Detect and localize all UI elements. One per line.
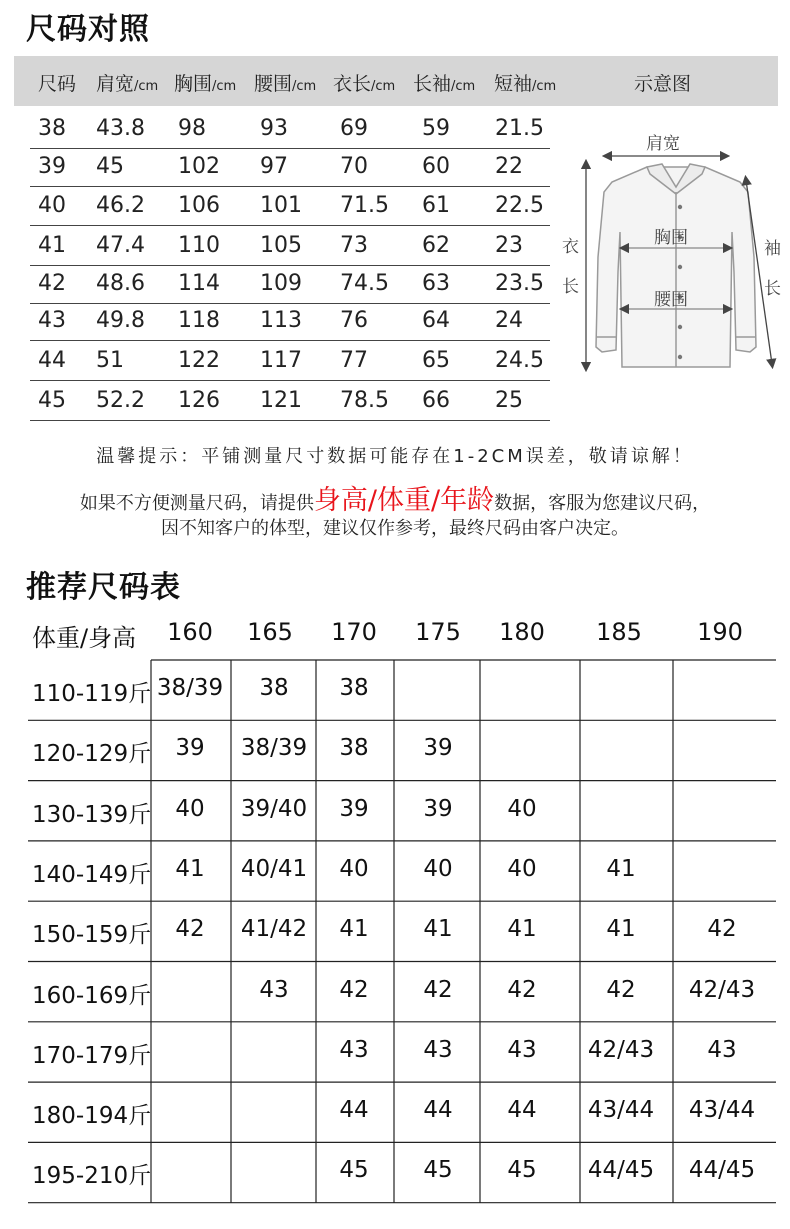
recommend-cell: 43/44 — [587, 1097, 655, 1124]
recommend-cell: 45 — [339, 1157, 369, 1184]
recommend-cell: 39 — [175, 735, 205, 762]
size-cell: 41 — [38, 233, 66, 258]
recommend-cell: 42 — [339, 976, 369, 1003]
size-cell: 121 — [260, 388, 302, 413]
measure-tip: 温馨提示：平铺测量尺寸数据可能存在1-2CM误差，敬请谅解！ — [96, 446, 694, 467]
recommend-cell: 42 — [707, 916, 737, 943]
height-header: 175 — [415, 618, 461, 646]
recommend-cell: 40 — [339, 855, 369, 882]
recommend-header-row — [0, 618, 790, 658]
recommend-cell: 44/45 — [688, 1157, 756, 1184]
size-cell: 60 — [422, 154, 450, 179]
shoulder-label: 肩宽 — [646, 134, 680, 154]
size-cell: 24.5 — [495, 348, 544, 373]
size-row — [30, 227, 550, 266]
recommend-cell: 38 — [339, 675, 369, 701]
size-cell: 66 — [422, 388, 450, 413]
size-cell: 45 — [38, 388, 66, 413]
size-row — [30, 187, 550, 226]
weight-label: 140-149斤 — [32, 861, 152, 888]
recommend-cell: 42 — [175, 916, 205, 943]
recommend-cell: 41 — [606, 916, 636, 943]
size-cell: 23 — [495, 233, 523, 258]
size-cell: 78.5 — [340, 388, 389, 413]
size-cell: 25 — [495, 388, 523, 413]
size-cell: 40 — [38, 193, 66, 218]
size-cell: 70 — [340, 154, 368, 179]
recommend-cell: 44 — [339, 1097, 369, 1124]
height-header: 170 — [331, 618, 377, 646]
recommend-cell: 43 — [423, 1036, 453, 1063]
size-cell: 62 — [422, 233, 450, 258]
size-cell: 59 — [422, 116, 450, 141]
recommend-cell: 43 — [339, 1036, 369, 1063]
disclaimer-line: 因不知客户的体型，建议仅作参考，最终尺码由客户决定。 — [161, 518, 629, 539]
weight-label: 170-179斤 — [32, 1042, 152, 1069]
recommend-cell: 41 — [507, 916, 537, 943]
recommend-cell: 42 — [606, 976, 636, 1003]
recommend-cell: 40 — [423, 855, 453, 882]
size-cell: 22 — [495, 154, 523, 179]
recommend-cell: 41 — [175, 855, 205, 882]
size-cell: 47.4 — [96, 233, 145, 258]
recommend-cell: 39 — [423, 735, 453, 762]
recommend-cell: 40/41 — [240, 855, 308, 882]
shirt-outline-icon — [596, 164, 756, 367]
size-table-header — [14, 56, 778, 106]
size-cell: 106 — [178, 193, 220, 218]
size-cell: 102 — [178, 154, 220, 179]
size-cell: 114 — [178, 271, 220, 296]
size-cell: 43 — [38, 308, 66, 333]
size-cell: 43.8 — [96, 116, 145, 141]
recommend-cell: 38/39 — [240, 735, 308, 762]
recommend-cell: 38/39 — [156, 675, 224, 701]
header-shoulder: 肩宽/cm — [96, 73, 159, 95]
corner-label: 体重/身高 — [32, 624, 137, 652]
chest-label: 胸围 — [654, 228, 688, 248]
size-cell: 46.2 — [96, 193, 145, 218]
size-cell: 63 — [422, 271, 450, 296]
size-advice-line: 如果不方便测量尺码，请提供身高/体重/年龄数据，客服为您建议尺码， — [79, 485, 711, 516]
size-cell: 98 — [178, 116, 206, 141]
size-cell: 110 — [178, 233, 220, 258]
size-cell: 48.6 — [96, 271, 145, 296]
recommend-cell: 41 — [339, 916, 369, 943]
size-cell: 22.5 — [495, 193, 544, 218]
recommend-cell: 43 — [259, 976, 289, 1003]
sleeve-label-2: 长 — [764, 279, 781, 299]
size-cell: 64 — [422, 308, 450, 333]
size-cell: 45 — [96, 154, 124, 179]
size-cell: 117 — [260, 348, 302, 373]
size-cell: 122 — [178, 348, 220, 373]
size-cell: 97 — [260, 154, 288, 179]
size-row — [30, 265, 550, 304]
size-cell: 24 — [495, 308, 523, 333]
size-cell: 71.5 — [340, 193, 389, 218]
size-row — [30, 382, 550, 421]
recommend-cell: 39 — [339, 795, 369, 822]
recommend-cell: 45 — [507, 1157, 537, 1184]
height-header: 160 — [167, 618, 213, 646]
recommend-cell: 42 — [507, 976, 537, 1003]
size-cell: 49.8 — [96, 308, 145, 333]
recommend-cell: 41 — [423, 916, 453, 943]
size-cell: 93 — [260, 116, 288, 141]
recommend-cell: 44 — [507, 1097, 537, 1124]
size-cell: 101 — [260, 193, 302, 218]
length-label-1: 衣 — [562, 237, 579, 257]
header-waist: 腰围/cm — [254, 73, 317, 95]
header-chest: 胸围/cm — [174, 73, 237, 95]
waist-label: 腰围 — [654, 290, 688, 310]
height-header: 190 — [697, 618, 743, 646]
recommend-cell: 39 — [423, 795, 453, 822]
size-cell: 73 — [340, 233, 368, 258]
size-cell: 44 — [38, 348, 66, 373]
weight-label: 120-129斤 — [32, 741, 152, 768]
size-cell: 23.5 — [495, 271, 544, 296]
recommend-cell: 38 — [339, 735, 369, 762]
weight-label: 130-139斤 — [32, 801, 152, 828]
recommend-cell: 43/44 — [688, 1097, 756, 1124]
size-cell: 113 — [260, 308, 302, 333]
recommend-cell: 40 — [507, 795, 537, 822]
size-cell: 39 — [38, 154, 66, 179]
size-cell: 38 — [38, 116, 66, 141]
recommend-cell: 43 — [507, 1036, 537, 1063]
header-size: 尺码 — [38, 73, 77, 95]
size-cell: 52.2 — [96, 388, 145, 413]
size-cell: 118 — [178, 308, 220, 333]
recommend-cell: 43 — [707, 1036, 737, 1063]
header-length: 衣长/cm — [333, 73, 396, 95]
size-cell: 65 — [422, 348, 450, 373]
recommend-cell: 42/43 — [688, 976, 756, 1003]
size-row — [30, 302, 550, 341]
highlight-info: 身高/体重/年龄 — [313, 485, 495, 516]
size-cell: 74.5 — [340, 271, 389, 296]
size-cell: 77 — [340, 348, 368, 373]
size-row — [30, 148, 550, 187]
weight-label: 110-119斤 — [32, 681, 152, 707]
height-header: 180 — [499, 618, 545, 646]
recommend-cell: 41 — [606, 855, 636, 882]
size-cell: 51 — [96, 348, 124, 373]
size-cell: 42 — [38, 271, 66, 296]
weight-label: 180-194斤 — [32, 1103, 152, 1130]
recommend-cell: 41/42 — [240, 916, 308, 943]
shirt-diagram — [552, 112, 788, 412]
height-header: 165 — [247, 618, 293, 646]
size-chart-title: 尺码对照 — [26, 12, 150, 47]
size-cell: 109 — [260, 271, 302, 296]
recommend-cell: 42 — [423, 976, 453, 1003]
header-long-sleeve: 长袖/cm — [413, 73, 476, 95]
weight-label: 160-169斤 — [32, 982, 152, 1009]
weight-label: 150-159斤 — [32, 922, 152, 949]
recommend-cell: 38 — [259, 675, 289, 701]
size-row — [30, 342, 550, 381]
size-cell: 76 — [340, 308, 368, 333]
size-cell: 61 — [422, 193, 450, 218]
recommend-cell: 42/43 — [587, 1036, 655, 1063]
size-cell: 105 — [260, 233, 302, 258]
size-cell: 126 — [178, 388, 220, 413]
size-cell: 21.5 — [495, 116, 544, 141]
header-diagram: 示意图 — [634, 73, 692, 95]
recommend-cell: 40 — [507, 855, 537, 882]
size-row — [30, 110, 550, 149]
recommend-cell: 44 — [423, 1097, 453, 1124]
recommend-cell: 39/40 — [240, 795, 308, 822]
weight-label: 195-210斤 — [32, 1163, 152, 1190]
length-label-2: 长 — [562, 277, 579, 297]
sleeve-label-1: 袖 — [764, 239, 781, 259]
recommend-cell: 45 — [423, 1157, 453, 1184]
recommend-title: 推荐尺码表 — [26, 570, 181, 605]
recommend-cell: 40 — [175, 795, 205, 822]
recommend-cell: 44/45 — [587, 1157, 655, 1184]
size-cell: 69 — [340, 116, 368, 141]
height-header: 185 — [596, 618, 642, 646]
header-short-sleeve: 短袖/cm — [494, 73, 557, 95]
